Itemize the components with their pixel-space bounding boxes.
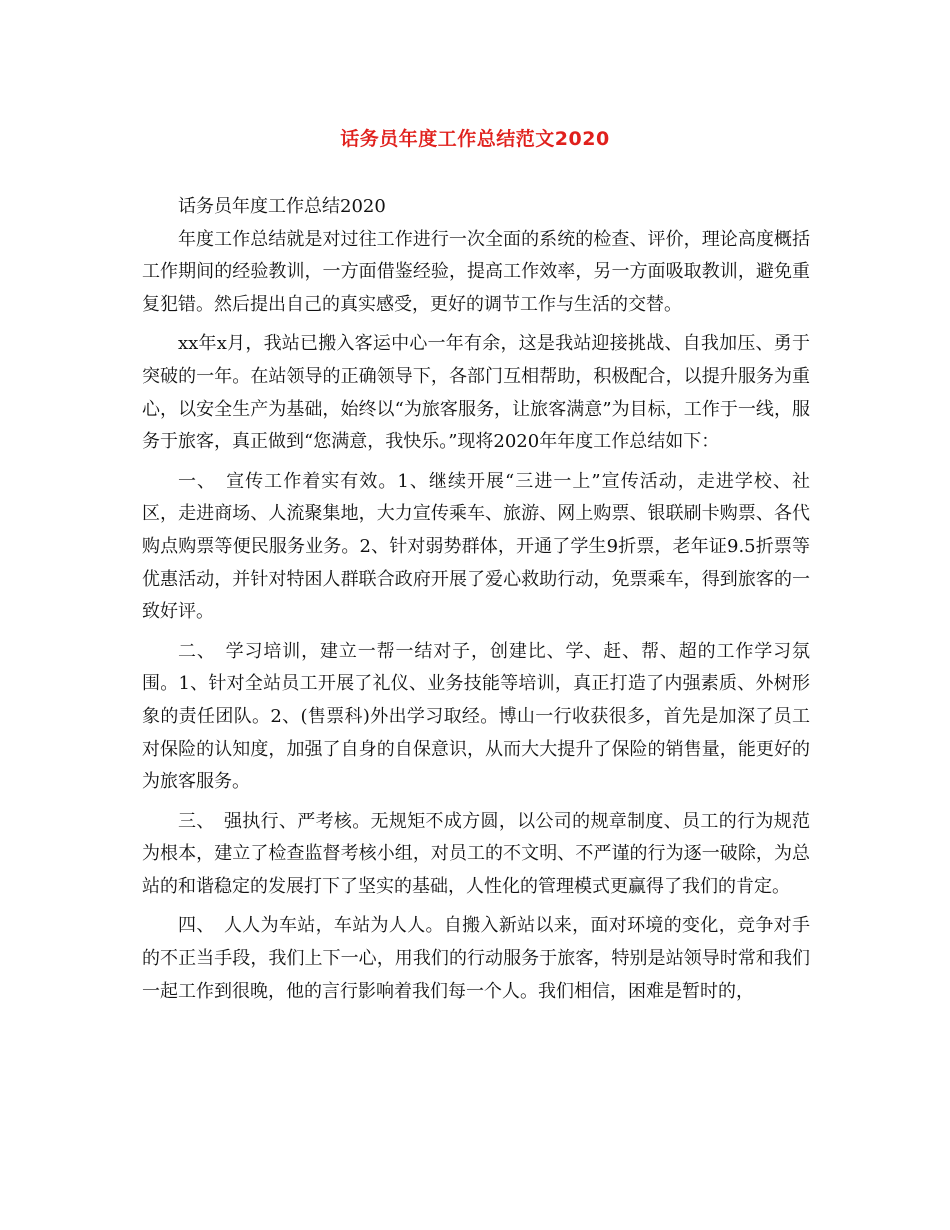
overview-paragraph: xx年x月，我站已搬入客运中心一年有余，这是我站迎接挑战、自我加压、勇于突破的一年。在站领导的正确领导下，各部门互相帮助，积极配合，以提升服务为重心，以安全生产为基础，始终以“为旅客服务，让旅客满意”为目标，工作于一线，服务于旅客，真正做到“您满意，我快乐。”现将2020年年度工作总结如下：	[142, 333, 810, 453]
document-title: 话务员年度工作总结范文2020	[340, 128, 610, 150]
section-4-paragraph: 四、 人人为车站，车站为人人。自搬入新站以来，面对环境的变化，竞争对手的不正当手段，我们上下一心，用我们的行动服务于旅客，特别是站领导时常和我们一起工作到很晚，他的言行影响着我们每一个人。我们相信，困难是暂时的，	[142, 915, 810, 1002]
document-body	[142, 191, 810, 1008]
intro-paragraph: 年度工作总结就是对过往工作进行一次全面的系统的检查、评价，理论高度概括工作期间的经验教训，一方面借鉴经验，提高工作效率，另一方面吸取教训，避免重复犯错。然后提出自己的真实感受，更好的调节工作与生活的交替。	[142, 228, 810, 315]
section-1-paragraph: 一、 宣传工作着实有效。1、继续开展“三进一上”宣传活动，走进学校、社区，走进商场、人流聚集地，大力宣传乘车、旅游、网上购票、银联刷卡购票、各代购点购票等便民服务业务。2、针对弱势群体，开通了学生9折票，老年证9.5折票等优惠活动，并针对特困人群联合政府开展了爱心救助行动，免票乘车，得到旅客的一致好评。	[142, 470, 810, 623]
section-3-paragraph: 三、 强执行、严考核。无规矩不成方圆，以公司的规章制度、员工的行为规范为根本，建立了检查监督考核小组，对员工的不文明、不严谨的行为逐一破除，为总站的和谐稳定的发展打下了坚实的基础，人性化的管理模式更赢得了我们的肯定。	[142, 810, 810, 897]
subtitle-paragraph: 话务员年度工作总结2020	[178, 196, 386, 217]
section-2-paragraph: 二、 学习培训，建立一帮一结对子，创建比、学、赶、帮、超的工作学习氛围。1、针对全站员工开展了礼仪、业务技能等培训，真正打造了内强素质、外树形象的责任团队。2、(售票科)外出学习取经。博山一行收获很多，首先是加深了员工对保险的认知度，加强了自身的自保意识，从而大大提升了保险的销售量，能更好的为旅客服务。	[142, 640, 810, 793]
